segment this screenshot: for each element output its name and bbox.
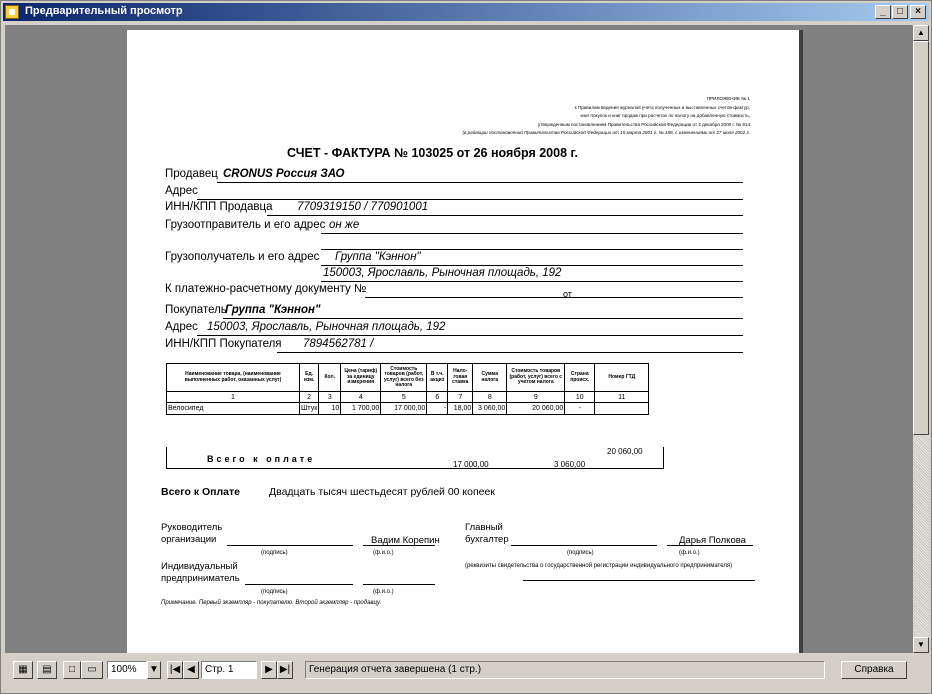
col-number: 7 bbox=[448, 392, 473, 403]
scroll-down-button[interactable]: ▼ bbox=[913, 637, 929, 653]
table-header: Ед. изм. bbox=[300, 364, 319, 392]
col-number: 8 bbox=[473, 392, 507, 403]
document-page bbox=[127, 30, 799, 653]
invoice-title: СЧЕТ - ФАКТУРА № 103025 от 26 ноября 2008 г. bbox=[287, 146, 578, 160]
inn-buyer-value: 7894562781 / bbox=[303, 338, 374, 350]
col-number: 3 bbox=[319, 392, 341, 403]
total-tax: 3 060,00 bbox=[554, 460, 586, 469]
scroll-thumb[interactable] bbox=[913, 41, 929, 435]
shipper-label: Грузоотправитель и его адрес bbox=[165, 219, 326, 231]
total-without-tax: 17 000,00 bbox=[453, 460, 489, 469]
buyer-line bbox=[223, 318, 743, 319]
status-message: Генерация отчета завершена (1 стр.) bbox=[305, 661, 825, 679]
head-label: организации bbox=[161, 534, 217, 545]
payment-doc-from: от bbox=[563, 289, 572, 299]
total-label: Всего к оплате bbox=[207, 454, 316, 464]
entrepreneur-label: предприниматель bbox=[161, 573, 240, 584]
table-numbers-row bbox=[167, 392, 649, 403]
maximize-button[interactable]: □ bbox=[892, 5, 908, 19]
single-page-icon[interactable]: □ bbox=[63, 661, 81, 679]
first-page-button[interactable]: |◀ bbox=[167, 661, 183, 679]
sign-hint: (подпись) bbox=[567, 550, 594, 556]
consignee-address-line bbox=[321, 281, 743, 282]
fio-hint: (ф.и.о.) bbox=[373, 589, 394, 595]
appendix-line: ПРИЛОЖЕНИЕ № 1 bbox=[706, 96, 750, 101]
accountant-label: Главный bbox=[465, 522, 503, 533]
seller-line bbox=[217, 182, 743, 183]
consignee-line bbox=[321, 265, 743, 266]
table-header: Номер ГТД bbox=[595, 364, 649, 392]
consignee-value: Группа "Кэннон" bbox=[335, 251, 421, 263]
last-page-button[interactable]: ▶| bbox=[277, 661, 293, 679]
note: Примечание. Первый экземпляр - покупателю. Второй экземпляр - продавцу. bbox=[161, 600, 382, 606]
table-header: Стоимость товаров (работ, услуг) всего с учетом налога bbox=[507, 364, 565, 392]
appendix-line: утвержденным постановлением Правительства Российской Федерации от 2 декабря 2000 г. № 914 bbox=[537, 122, 750, 127]
table-header: В т.ч. акциз bbox=[427, 364, 448, 392]
entrepreneur-sign-line bbox=[245, 584, 353, 585]
title-bar[interactable] bbox=[3, 3, 929, 21]
head-sign-line bbox=[227, 545, 353, 546]
buyer-address-line bbox=[197, 335, 743, 336]
table-cell: Штук bbox=[300, 403, 319, 415]
chevron-down-icon[interactable]: ▼ bbox=[147, 661, 161, 679]
head-label: Руководитель bbox=[161, 522, 223, 533]
consignee-address: 150003, Ярославль, Рыночная площадь, 192 bbox=[323, 267, 562, 279]
table-header: Страна происх. bbox=[565, 364, 595, 392]
entrepreneur-name-line bbox=[363, 584, 435, 585]
col-number: 9 bbox=[507, 392, 565, 403]
appendix-line: (в редакции постановлений Правительства Российской Федерации от 15 марта 2001 г. № 189, с изменениями от 27 июля 2002 г. bbox=[462, 130, 750, 135]
help-button[interactable]: Справка bbox=[841, 661, 907, 679]
export-icon[interactable]: ▤ bbox=[37, 661, 57, 679]
table-cell: 1 700,00 bbox=[341, 403, 381, 415]
preview-area[interactable] bbox=[5, 25, 913, 653]
table-header: Цена (тариф) за единицу измерения bbox=[341, 364, 381, 392]
shipper-value: он же bbox=[329, 219, 360, 231]
page-number-input[interactable]: Стр. 1 bbox=[201, 661, 257, 679]
consignee-label: Грузополучатель и его адрес bbox=[165, 251, 320, 263]
table-cell: 18,00 bbox=[448, 403, 473, 415]
col-number: 5 bbox=[381, 392, 427, 403]
sign-hint: (подпись) bbox=[261, 550, 288, 556]
table-cell: Велосипед bbox=[167, 403, 300, 415]
shipper-line bbox=[321, 233, 743, 234]
fio-hint: (ф.и.о.) bbox=[373, 550, 394, 556]
previous-page-button[interactable]: ◀ bbox=[183, 661, 199, 679]
print-icon[interactable]: ▦ bbox=[13, 661, 33, 679]
accountant-sign-line bbox=[511, 545, 657, 546]
fio-hint: (ф.и.о.) bbox=[679, 550, 700, 556]
col-number: 10 bbox=[565, 392, 595, 403]
window-title: Предварительный просмотр bbox=[25, 5, 183, 17]
total-with-tax: 20 060,00 bbox=[607, 447, 643, 456]
appendix-line: к Правилам ведения журналов учета полученных и выставленных счетов-фактур, bbox=[574, 105, 750, 110]
app-icon bbox=[5, 5, 19, 19]
table-header: Нало- говая ставка bbox=[448, 364, 473, 392]
address-line bbox=[197, 199, 743, 200]
zoom-select[interactable]: 100% bbox=[107, 661, 147, 679]
inn-buyer-label: ИНН/КПП Покупателя bbox=[165, 338, 282, 350]
inn-seller-line bbox=[267, 215, 743, 216]
vertical-scrollbar[interactable] bbox=[913, 25, 929, 653]
invoice-table bbox=[166, 363, 649, 415]
col-number: 1 bbox=[167, 392, 300, 403]
total-words: Двадцать тысяч шестьдесят рублей 00 копеек bbox=[269, 486, 495, 498]
seller-label: Продавец bbox=[165, 168, 218, 180]
table-header-row bbox=[167, 364, 649, 392]
table-cell: 20 060,00 bbox=[507, 403, 565, 415]
sign-hint: (подпись) bbox=[261, 589, 288, 595]
table-cell: 3 060,00 bbox=[473, 403, 507, 415]
appendix-line: книг покупок и книг продаж при расчетах по налогу на добавленную стоимость, bbox=[580, 113, 750, 118]
accountant-name: Дарья Полкова bbox=[679, 535, 746, 546]
table-header: Стоимость товаров (работ, услуг) всего без налога bbox=[381, 364, 427, 392]
table-header: Кол. bbox=[319, 364, 341, 392]
buyer-address-label: Адрес bbox=[165, 321, 198, 333]
accountant-name-line bbox=[667, 545, 753, 546]
payment-doc-line bbox=[365, 297, 743, 298]
table-cell: - bbox=[565, 403, 595, 415]
close-button[interactable]: × bbox=[910, 5, 926, 19]
table-cell: - bbox=[427, 403, 448, 415]
table-header: Наименование товара, (наименование выполненных работ, оказанных услуг) bbox=[167, 364, 300, 392]
col-number: 2 bbox=[300, 392, 319, 403]
toolbar bbox=[5, 657, 929, 689]
col-number: 4 bbox=[341, 392, 381, 403]
col-number: 6 bbox=[427, 392, 448, 403]
payment-doc-label: К платежно-расчетному документу № bbox=[165, 283, 367, 295]
col-number: 11 bbox=[595, 392, 649, 403]
shipper-line-2 bbox=[321, 249, 743, 250]
accountant-label: бухгалтер bbox=[465, 534, 509, 545]
buyer-label: Покупатель bbox=[165, 304, 227, 316]
table-cell: 10 bbox=[319, 403, 341, 415]
buyer-value: Группа "Кэннон" bbox=[225, 304, 321, 316]
address-label: Адрес bbox=[165, 185, 198, 197]
registration-line bbox=[523, 580, 755, 581]
minimize-button[interactable]: _ bbox=[875, 5, 891, 19]
head-name-line bbox=[363, 545, 435, 546]
table-header: Сумма налога bbox=[473, 364, 507, 392]
total-words-label: Всего к Оплате bbox=[161, 486, 241, 498]
inn-seller-label: ИНН/КПП Продавца bbox=[165, 201, 273, 213]
table-cell: 17 000,00 bbox=[381, 403, 427, 415]
buyer-address-value: 150003, Ярославль, Рыночная площадь, 192 bbox=[207, 321, 446, 333]
two-pages-icon[interactable]: ▭ bbox=[81, 661, 103, 679]
entrepreneur-label: Индивидуальный bbox=[161, 561, 238, 572]
inn-seller-value: 7709319150 / 770901001 bbox=[297, 201, 429, 213]
table-cell bbox=[595, 403, 649, 415]
inn-buyer-line bbox=[277, 352, 743, 353]
registration-hint: (реквизиты свидетельства о государственной регистрации индивидуального предпринимателя) bbox=[465, 563, 733, 569]
next-page-button[interactable]: ▶ bbox=[261, 661, 277, 679]
head-name: Вадим Корепин bbox=[371, 535, 440, 546]
scroll-up-button[interactable]: ▲ bbox=[913, 25, 929, 41]
table-row bbox=[167, 403, 649, 415]
seller-value: CRONUS Россия ЗАО bbox=[223, 168, 345, 180]
